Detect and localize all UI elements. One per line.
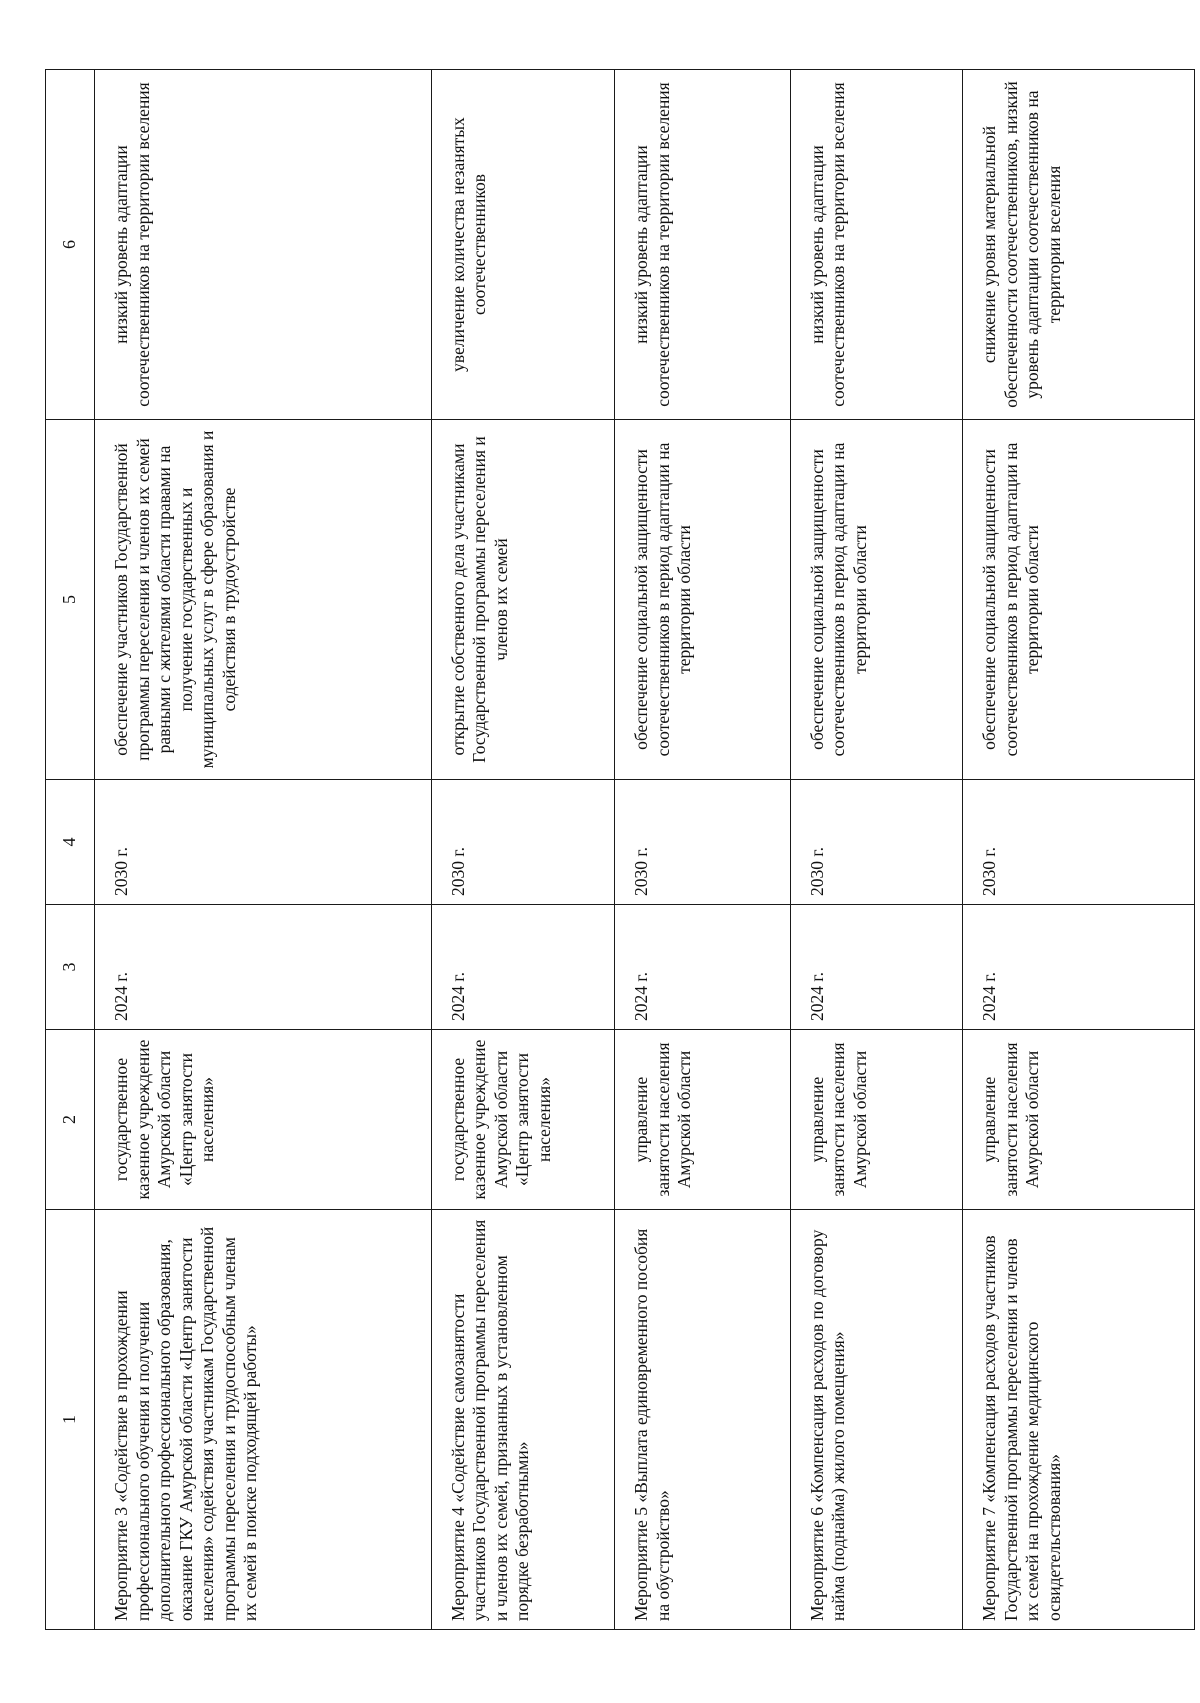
header-col-4: 4 bbox=[46, 780, 95, 905]
measure-cell: Мероприятие 4 «Содействие самозанятости участников Государственной программы переселения и членов их семей, признанных в установленном порядке безработными» bbox=[431, 1210, 614, 1630]
measure-cell: Мероприятие 6 «Компенсация расходов по договору найма (поднайма) жилого помещения» bbox=[790, 1210, 963, 1630]
table-row bbox=[615, 70, 790, 1630]
header-col-3: 3 bbox=[46, 905, 95, 1030]
risk-cell: увеличение количества незанятых соотечественников bbox=[431, 70, 614, 420]
table-row bbox=[431, 70, 614, 1630]
end-year-cell: 2030 г. bbox=[431, 780, 614, 905]
executor-cell: государственное казенное учреждение Амурской области «Центр занятости населения» bbox=[95, 1030, 432, 1210]
header-col-6: 6 bbox=[46, 70, 95, 420]
result-cell: обеспечение социальной защищенности соотечественников в период адаптации на территории области bbox=[963, 420, 1195, 780]
risk-cell: низкий уровень адаптации соотечественников на территории вселения bbox=[790, 70, 963, 420]
executor-cell: управление занятости населения Амурской области bbox=[963, 1030, 1195, 1210]
result-cell: обеспечение участников Государственной программы переселения и членов их семей равными с жителями области правами на получение государственных и муниципальных услуг в сфере образования и содействия в трудоустройстве bbox=[95, 420, 432, 780]
start-year-cell: 2024 г. bbox=[95, 905, 432, 1030]
result-cell: обеспечение социальной защищенности соотечественников в период адаптации на территории области bbox=[790, 420, 963, 780]
end-year-cell: 2030 г. bbox=[95, 780, 432, 905]
risk-cell: низкий уровень адаптации соотечественников на территории вселения bbox=[615, 70, 790, 420]
risk-cell: снижение уровня материальной обеспеченности соотечественников, низкий уровень адаптации соотечественников на территории вселения bbox=[963, 70, 1195, 420]
end-year-cell: 2030 г. bbox=[963, 780, 1195, 905]
start-year-cell: 2024 г. bbox=[431, 905, 614, 1030]
table-row bbox=[95, 70, 432, 1630]
header-col-1: 1 bbox=[46, 1210, 95, 1630]
table-row bbox=[963, 70, 1195, 1630]
start-year-cell: 2024 г. bbox=[963, 905, 1195, 1030]
executor-cell: управление занятости населения Амурской области bbox=[615, 1030, 790, 1210]
executor-cell: государственное казенное учреждение Амурской области «Центр занятости населения» bbox=[431, 1030, 614, 1210]
header-row bbox=[46, 70, 95, 1630]
executor-cell: управление занятости населения Амурской области bbox=[790, 1030, 963, 1210]
measures-table bbox=[45, 69, 1195, 1630]
measure-cell: Мероприятие 7 «Компенсация расходов участников Государственной программы переселения и членов их семей на прохождение медицинского освидетельствования» bbox=[963, 1210, 1195, 1630]
table-row bbox=[790, 70, 963, 1630]
end-year-cell: 2030 г. bbox=[615, 780, 790, 905]
rotated-page bbox=[45, 70, 1195, 1630]
start-year-cell: 2024 г. bbox=[615, 905, 790, 1030]
start-year-cell: 2024 г. bbox=[790, 905, 963, 1030]
end-year-cell: 2030 г. bbox=[790, 780, 963, 905]
header-col-2: 2 bbox=[46, 1030, 95, 1210]
risk-cell: низкий уровень адаптации соотечественников на территории вселения bbox=[95, 70, 432, 420]
result-cell: открытие собственного дела участниками Государственной программы переселения и членов их семей bbox=[431, 420, 614, 780]
measure-cell: Мероприятие 5 «Выплата единовременного пособия на обустройство» bbox=[615, 1210, 790, 1630]
measure-cell: Мероприятие 3 «Содействие в прохождении профессионального обучения и получении дополнительного профессионального образования, оказание ГКУ Амурской области «Центр занятости населения» содействия участникам Государственной программы переселения и трудоспособным членам их семей в поиске подходящей работы» bbox=[95, 1210, 432, 1630]
result-cell: обеспечение социальной защищенности соотечественников в период адаптации на территории области bbox=[615, 420, 790, 780]
header-col-5: 5 bbox=[46, 420, 95, 780]
